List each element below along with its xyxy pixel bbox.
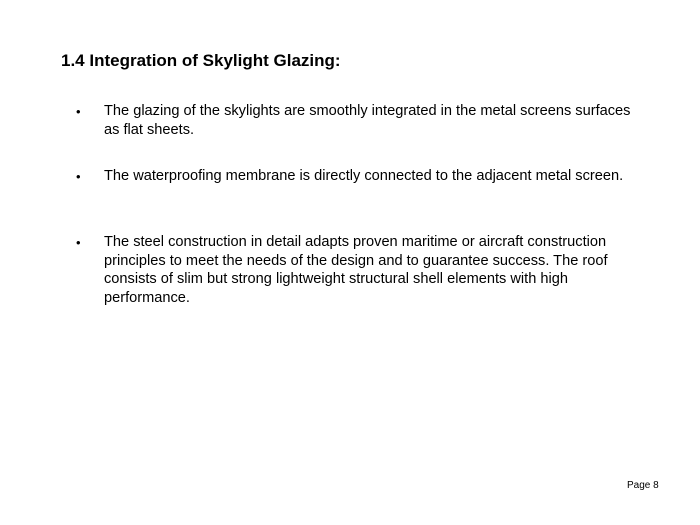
bullet-icon: • xyxy=(76,104,81,119)
bullet-text: The glazing of the skylights are smoothly integrated in the metal screens surfaces as flat sheets. xyxy=(104,103,631,138)
section-heading: 1.4 Integration of Skylight Glazing: xyxy=(61,51,341,70)
bullet-text: The steel construction in detail adapts proven maritime or aircraft construction principles to meet the needs of the design and to guarantee success. The roof consists of slim but strong lightweight structural shell elements with high performance. xyxy=(104,234,608,306)
page-number: Page 8 xyxy=(627,480,659,491)
bullet-icon: • xyxy=(76,235,81,250)
bullet-icon: • xyxy=(76,169,81,184)
bullet-text: The waterproofing membrane is directly connected to the adjacent metal screen. xyxy=(104,168,624,184)
